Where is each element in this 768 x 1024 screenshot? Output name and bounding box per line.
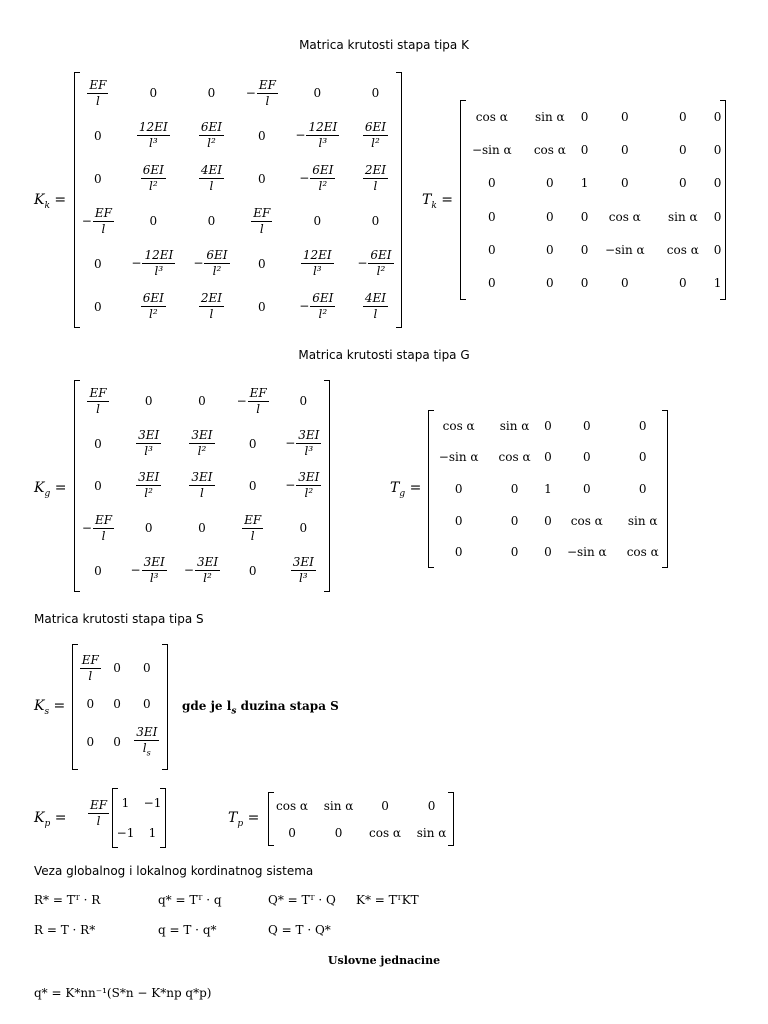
relation-K-star: K* = TᵀKT <box>356 893 419 907</box>
matrix-table <box>460 100 726 300</box>
matrix-cell: 0 <box>334 825 343 840</box>
bracket-right <box>662 410 668 568</box>
matrix-cell: 0 <box>248 436 257 451</box>
matrix-cell: 0 <box>582 481 591 496</box>
matrix-cell: $\frac{3EI}{\text{l³}}$ <box>292 555 314 586</box>
matrix-tp <box>268 792 454 846</box>
matrix-cell: 0 <box>546 176 554 191</box>
matrix-kk <box>74 72 402 328</box>
matrix-cell: 0 <box>258 299 266 314</box>
tp-label: $T_p$ = <box>228 810 260 829</box>
matrix-cell: 0 <box>299 394 308 409</box>
matrix-table <box>112 788 166 848</box>
matrix-cell: 0 <box>113 735 121 750</box>
matrix-cell: − $\frac{EF}{l}$ <box>81 205 112 236</box>
matrix-tg <box>428 410 668 568</box>
matrix-cell: 0 <box>198 521 206 536</box>
matrix-cell: 0 <box>198 394 206 409</box>
matrix-cell: 0 <box>207 86 216 101</box>
matrix-cell: 0 <box>678 176 687 191</box>
bracket-right <box>324 380 330 592</box>
matrix-cell: 0 <box>678 109 687 124</box>
matrix-cell: sin α <box>667 209 698 224</box>
matrix-cell: − $\frac{6EI}{\text{l²}}$ <box>357 248 392 279</box>
relation-r-star: R* = Tᵀ · R <box>34 893 101 907</box>
matrix-cell: $\frac{2EI}{l}$ <box>364 163 387 194</box>
matrix-cell: $\frac{4EI}{l}$ <box>364 291 387 322</box>
matrix-row <box>74 550 330 592</box>
matrix-cell: 0 <box>580 242 589 257</box>
matrix-cell: 0 <box>427 798 436 813</box>
matrix-cell: 0 <box>248 563 257 578</box>
matrix-row <box>74 200 402 243</box>
heading-g: Matrica krutosti stapa tipa G <box>298 348 470 362</box>
matrix-cell: 0 <box>258 256 266 271</box>
matrix-cell: 0 <box>94 563 102 578</box>
matrix-row <box>460 233 726 266</box>
matrix-row <box>268 819 454 846</box>
matrix-cell: sin α <box>627 513 658 528</box>
bracket-left <box>268 792 274 846</box>
matrix-cell: $\frac{12EI}{\text{l³}}$ <box>138 120 168 151</box>
matrix-cell: $\frac{6EI}{\text{l²}}$ <box>142 291 164 322</box>
heading-s: Matrica krutosti stapa tipa S <box>34 612 204 626</box>
matrix-row <box>112 788 166 818</box>
matrix-row <box>74 507 330 549</box>
matrix-row <box>268 792 454 819</box>
matrix-cell: −1 <box>116 826 135 840</box>
matrix-kp <box>112 788 166 848</box>
matrix-cell: $\frac{2EI}{l}$ <box>200 291 223 322</box>
matrix-cell: 0 <box>144 394 153 409</box>
matrix-cell: − $\frac{EF}{l}$ <box>81 512 113 543</box>
matrix-cell: 0 <box>544 513 552 528</box>
matrix-cell: − $\frac{6EI}{\text{l²}}$ <box>193 248 228 279</box>
bracket-left <box>74 72 80 328</box>
matrix-row <box>460 167 726 200</box>
bracket-right <box>448 792 454 846</box>
matrix-cell: − $\frac{3EI}{\text{l²}}$ <box>285 470 320 501</box>
matrix-cell: 0 <box>113 696 121 711</box>
matrix-cell: 0 <box>142 696 151 711</box>
matrix-cell: 0 <box>381 798 389 813</box>
matrix-kg <box>74 380 330 592</box>
matrix-cell: 0 <box>94 256 102 271</box>
matrix-cell: − $\frac{3EI}{\text{l³}}$ <box>130 555 165 586</box>
matrix-cell: 1 <box>713 276 722 291</box>
matrix-row <box>74 115 402 158</box>
matrix-row <box>460 133 726 166</box>
matrix-cell: 0 <box>638 481 647 496</box>
matrix-cell: $\frac{EF}{l}$ <box>244 512 262 543</box>
matrix-cell: $\frac{6EI}{\text{l²}}$ <box>142 163 164 194</box>
matrix-cell: −sin α <box>471 142 512 157</box>
matrix-cell: 0 <box>258 128 266 143</box>
final-equation: q* = K*nn⁻¹(S*n − K*np q*p) <box>34 986 212 1000</box>
kp-prefactor: $\frac{EF}{l}$ <box>90 798 108 828</box>
matrix-cell: − $\frac{3EI}{\text{l³}}$ <box>285 428 320 459</box>
matrix-cell: sin α <box>535 109 565 124</box>
matrix-cell: 0 <box>678 276 687 291</box>
matrix-row <box>74 285 402 328</box>
matrix-cell: cos α <box>626 545 659 560</box>
matrix-row <box>428 473 668 505</box>
matrix-cell: 0 <box>149 86 158 101</box>
matrix-cell: 1 <box>544 481 552 496</box>
matrix-cell: 0 <box>86 696 95 711</box>
matrix-ks <box>72 644 168 770</box>
matrix-cell: 0 <box>144 521 153 536</box>
matrix-cell: 0 <box>94 171 102 186</box>
matrix-cell: 1 <box>580 176 589 191</box>
matrix-cell: −sin α <box>566 545 607 560</box>
matrix-cell: $\frac{3EI}{l_s}$ <box>136 724 158 757</box>
heading-k: Matrica krutosti stapa tipa K <box>299 38 469 52</box>
matrix-cell: − $\frac{12EI}{\text{l³}}$ <box>295 120 338 151</box>
matrix-cell: 0 <box>258 171 266 186</box>
matrix-cell: 0 <box>638 450 647 465</box>
matrix-row <box>74 380 330 422</box>
matrix-cell: 0 <box>454 513 463 528</box>
matrix-cell: 0 <box>94 478 102 493</box>
matrix-cell: 0 <box>454 545 463 560</box>
matrix-cell: 0 <box>582 418 591 433</box>
matrix-cell: 0 <box>544 545 552 560</box>
matrix-cell: 0 <box>546 242 554 257</box>
matrix-cell: 0 <box>207 214 216 229</box>
matrix-cell: $\frac{EF}{l}$ <box>253 205 271 236</box>
matrix-cell: − $\frac{3EI}{\text{l²}}$ <box>183 555 219 586</box>
bracket-right <box>162 644 168 770</box>
ks-note: gde je $l_s$ duzina stapa S <box>182 699 339 717</box>
matrix-cell: 0 <box>487 242 496 257</box>
matrix-cell: sin α <box>416 825 447 840</box>
matrix-cell: 0 <box>580 109 589 124</box>
relation-Q-star: Q* = Tᵀ · Q <box>268 893 336 907</box>
matrix-row <box>428 536 668 568</box>
matrix-cell: cos α <box>369 825 402 840</box>
matrix-cell: $\frac{EF}{l}$ <box>89 77 107 108</box>
matrix-cell: 0 <box>487 209 496 224</box>
heading-uslovne: Uslovne jednacine <box>327 954 441 967</box>
matrix-cell: 0 <box>149 214 158 229</box>
matrix-cell: 0 <box>713 209 722 224</box>
matrix-cell: −1 <box>143 796 162 810</box>
matrix-cell: cos α <box>666 242 699 257</box>
matrix-cell: 0 <box>620 142 629 157</box>
relation-r: R = T · R* <box>34 923 96 937</box>
matrix-row <box>72 644 168 693</box>
kk-label: $K_k$ = <box>34 192 67 211</box>
matrix-cell: 0 <box>544 418 552 433</box>
matrix-cell: 0 <box>371 214 380 229</box>
matrix-cell: 0 <box>678 142 687 157</box>
bracket-left <box>460 100 466 300</box>
matrix-cell: 0 <box>94 436 102 451</box>
matrix-cell: 0 <box>299 521 308 536</box>
matrix-cell: 0 <box>510 545 519 560</box>
matrix-cell: 0 <box>620 276 629 291</box>
relation-Q: Q = T · Q* <box>268 923 331 937</box>
tk-label: $T_k$ = <box>422 192 453 211</box>
matrix-cell: $\frac{6EI}{\text{l²}}$ <box>364 120 387 151</box>
matrix-cell: 0 <box>371 86 380 101</box>
matrix-cell: 0 <box>487 276 496 291</box>
matrix-cell: cos α <box>475 109 508 124</box>
matrix-cell: $\frac{12EI}{\text{l³}}$ <box>302 248 332 279</box>
matrix-row <box>460 267 726 300</box>
matrix-row <box>74 243 402 286</box>
matrix-cell: 0 <box>487 176 496 191</box>
matrix-cell: 0 <box>510 513 519 528</box>
matrix-cell: 0 <box>580 209 589 224</box>
bracket-right <box>720 100 726 300</box>
matrix-cell: 0 <box>546 276 554 291</box>
bracket-left <box>112 788 118 848</box>
bracket-right <box>396 72 402 328</box>
relation-q: q = T · q* <box>158 923 217 937</box>
matrix-cell: cos α <box>570 513 603 528</box>
matrix-row <box>74 72 402 115</box>
matrix-cell: 0 <box>94 299 102 314</box>
kp-label: $K_p$ = <box>34 810 67 829</box>
matrix-cell: 1 <box>121 796 130 810</box>
bracket-right <box>160 788 166 848</box>
matrix-row <box>112 818 166 848</box>
matrix-cell: 0 <box>86 735 95 750</box>
matrix-row <box>428 410 668 442</box>
matrix-row <box>74 422 330 464</box>
matrix-cell: − $\frac{6EI}{\text{l²}}$ <box>299 291 334 322</box>
matrix-cell: cos α <box>442 418 475 433</box>
bracket-left <box>428 410 434 568</box>
matrix-row <box>72 715 168 770</box>
matrix-cell: cos α <box>498 450 531 465</box>
matrix-table <box>72 644 168 770</box>
matrix-tk <box>460 100 726 300</box>
matrix-cell: $\frac{6EI}{\text{l²}}$ <box>200 120 223 151</box>
matrix-cell: −sin α <box>438 450 479 465</box>
matrix-table <box>74 380 330 592</box>
matrix-table <box>74 72 402 328</box>
matrix-cell: 0 <box>142 661 151 676</box>
matrix-cell: 0 <box>546 209 554 224</box>
matrix-row <box>460 200 726 233</box>
matrix-cell: 0 <box>313 86 322 101</box>
matrix-cell: − $\frac{EF}{l}$ <box>236 385 267 416</box>
matrix-cell: − $\frac{12EI}{\text{l³}}$ <box>131 248 174 279</box>
matrix-cell: $\frac{3EI}{\text{l²}}$ <box>138 470 160 501</box>
matrix-cell: −sin α <box>604 242 645 257</box>
matrix-cell: $\frac{4EI}{l}$ <box>200 163 223 194</box>
matrix-cell: 0 <box>580 276 589 291</box>
matrix-cell: 0 <box>510 481 519 496</box>
matrix-cell: 0 <box>544 450 552 465</box>
matrix-cell: $\frac{3EI}{\text{l²}}$ <box>191 428 213 459</box>
matrix-table <box>268 792 454 846</box>
matrix-cell: 0 <box>248 478 257 493</box>
matrix-cell: 0 <box>288 825 296 840</box>
matrix-cell: $\frac{3EI}{\text{l³}}$ <box>138 428 160 459</box>
matrix-cell: 0 <box>313 214 322 229</box>
matrix-row <box>460 100 726 133</box>
matrix-cell: 1 <box>148 826 157 840</box>
matrix-cell: 0 <box>713 176 722 191</box>
matrix-cell: 0 <box>113 661 121 676</box>
matrix-cell: 0 <box>580 142 589 157</box>
matrix-cell: 0 <box>713 109 722 124</box>
bracket-left <box>72 644 78 770</box>
matrix-cell: 0 <box>454 481 463 496</box>
kg-label: $K_g$ = <box>34 480 67 499</box>
matrix-cell: cos α <box>533 142 566 157</box>
ks-label: $K_s$ = <box>34 698 66 717</box>
matrix-cell: − $\frac{6EI}{\text{l²}}$ <box>299 163 334 194</box>
matrix-cell: cos α <box>608 209 641 224</box>
relation-q-star: q* = Tᵀ · q <box>158 893 222 907</box>
bracket-left <box>74 380 80 592</box>
matrix-cell: 0 <box>620 109 629 124</box>
matrix-cell: sin α <box>323 798 354 813</box>
tg-label: $T_g$ = <box>390 480 422 499</box>
matrix-row <box>428 505 668 537</box>
matrix-cell: 0 <box>713 242 722 257</box>
matrix-cell: 0 <box>620 176 629 191</box>
matrix-table <box>428 410 668 568</box>
matrix-cell: 0 <box>638 418 647 433</box>
matrix-cell: 0 <box>713 142 722 157</box>
matrix-row <box>72 693 168 715</box>
matrix-cell: sin α <box>499 418 530 433</box>
matrix-cell: cos α <box>276 798 309 813</box>
matrix-cell: − $\frac{EF}{l}$ <box>245 77 276 108</box>
matrix-cell: 0 <box>582 450 591 465</box>
heading-veza: Veza globalnog i lokalnog kordinatnog sistema <box>34 864 314 878</box>
matrix-cell: $\frac{EF}{l}$ <box>89 385 107 416</box>
matrix-row <box>74 157 402 200</box>
matrix-row <box>74 465 330 507</box>
matrix-cell: 0 <box>94 128 102 143</box>
matrix-row <box>428 442 668 474</box>
matrix-cell: $\frac{3EI}{l}$ <box>191 470 213 501</box>
matrix-cell: $\frac{EF}{l}$ <box>81 652 99 683</box>
